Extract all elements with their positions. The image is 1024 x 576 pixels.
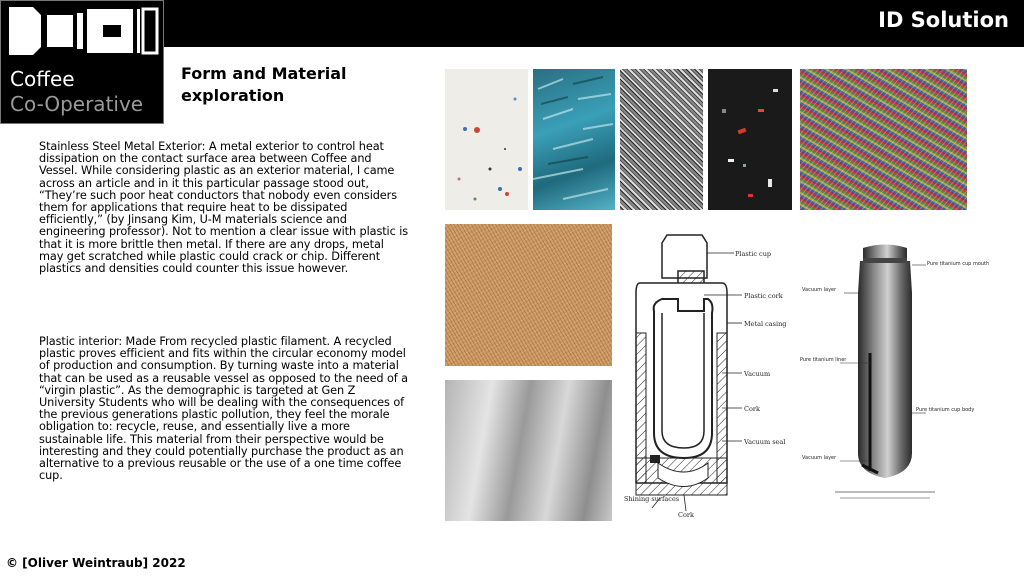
paragraph-metal-exterior: Stainless Steel Metal Exterior: A metal exterior to control heat dissipation on the contact surface area between Coffee and Vessel. While considering plastic as an exterior material, I came across an article and in it this particular passage stood out, “They’re such poor heat conductors that nobody even considers them for applications that require heat to be dissipated efficiently,” (by Jinsang Kim, U-M materials science and engineering professor). Not to mention a clear issue with plastic is that it is more brittle then metal. If there are any drops, metal may get scratched while plastic could crack or chip. Different plastics and densities could counter this issue however. [39,140,409,276]
section-heading: Form and Material exploration [181,64,347,105]
paragraph-plastic-interior: Plastic interior: Made From recycled plastic filament. A recycled plastic proves efficient and fits within the circular economy model of production and consumption. By turning waste into a material that can be used as a reusable vessel as opposed to the need of a “virgin plastic”. As the demographic is targeted at Gen Z University Students who will be dealing with the consequences of the previous generations plastic pollution, they feel the morale obligation to: recycle, reuse, and essentially live a more sustainable life. This material from their perspective would be interesting and they could potentially purchase the product as an alternative to a previous reusable or the use of a one time coffee cup. [39,335,409,483]
coffee-machine-icon [3,3,161,59]
bottle-label-cup-mouth: Pure titanium cup mouth [927,261,990,267]
logo-line2: Co-Operative [10,92,144,116]
cork-texture-image [445,224,612,366]
black-recycled-plastic-image [708,69,792,210]
flask-cross-section-diagram [622,233,790,521]
bottle-label-vacuum-layer-bottom: Vacuum layer [802,455,837,461]
teal-recycled-plastic-image [533,69,615,210]
diagram-label-plastic-cup: Plastic cup [735,250,772,258]
speckled-plastic-image [620,69,703,210]
brushed-steel-image [445,380,612,521]
diagram-label-vacuum: Vacuum [744,370,771,378]
bottle-label-cup-body: Pure titanium cup body [916,407,975,413]
bottle-label-liner: Pure titanium liner [800,357,847,363]
logo [0,0,164,124]
multicolor-recycled-plastic-image [800,69,967,210]
titanium-bottle-image [800,233,990,521]
diagram-label-cork-bottom: Cork [678,511,694,519]
diagram-label-cork: Cork [744,405,760,413]
logo-line1: Coffee [10,67,75,91]
diagram-label-shining-surfaces: Shining surfaces [624,495,680,503]
diagram-label-vacuum-seal: Vacuum seal [744,438,786,446]
bottle-label-vacuum-layer-top: Vacuum layer [802,287,837,293]
copyright-footer: © [Oliver Weintraub] 2022 [6,556,186,570]
diagram-label-metal-casing: Metal casing [744,320,787,328]
diagram-label-plastic-cork: Plastic cork [744,292,783,300]
page-title: ID Solution [878,8,1009,32]
white-recycled-plastic-image [445,69,528,210]
